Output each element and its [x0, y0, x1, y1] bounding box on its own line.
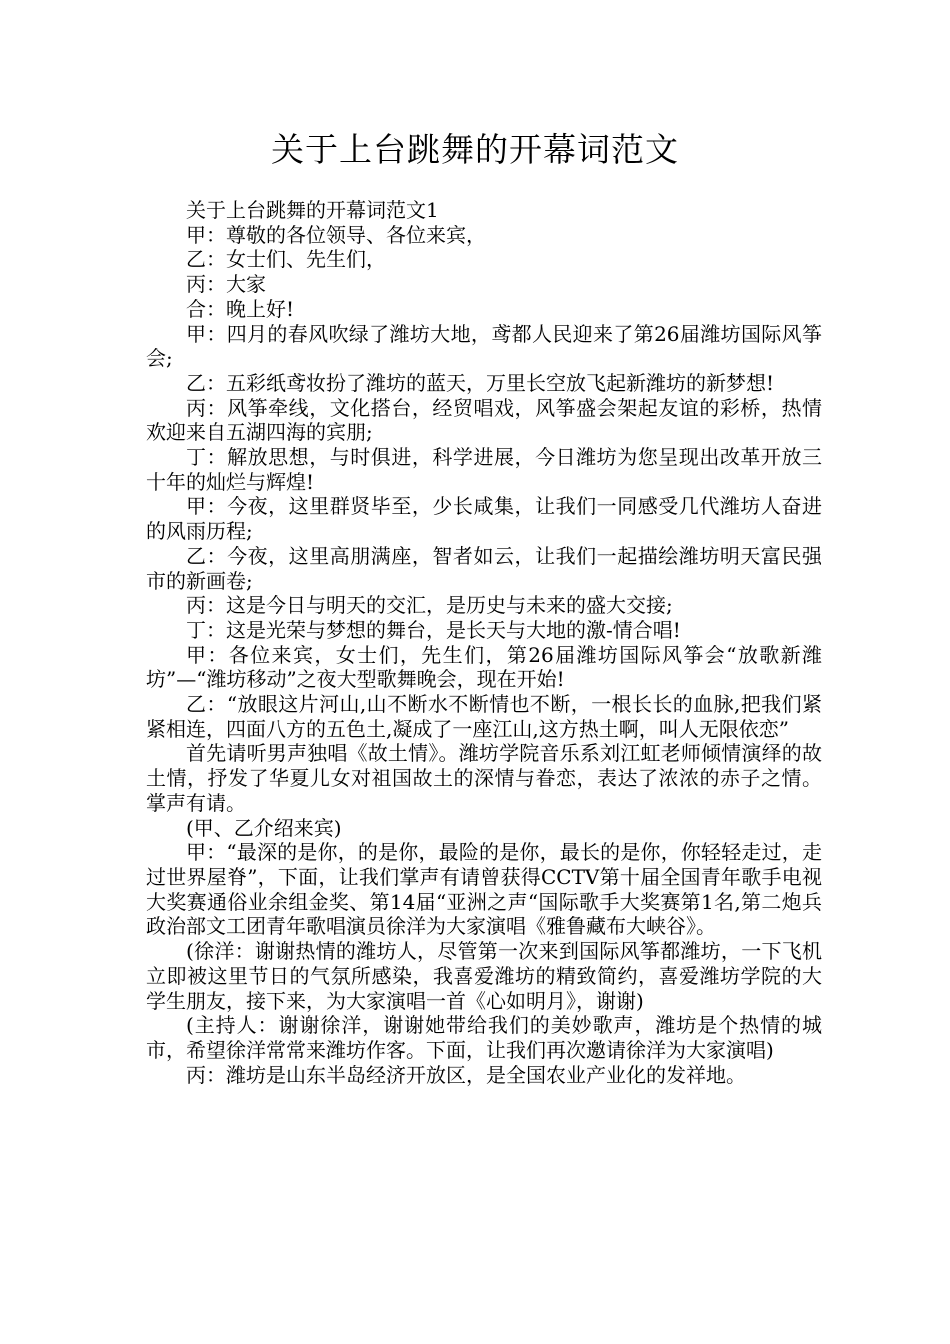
paragraph: (主持人：谢谢徐洋，谢谢她带给我们的美妙歌声，潍坊是个热情的城市，希望徐洋常常来潍坊作客。下面，让我们再次邀请徐洋为大家演唱) [146, 1013, 822, 1062]
page-title: 关于上台跳舞的开幕词范文 [271, 130, 679, 169]
paragraph: 甲：四月的春风吹绿了潍坊大地，鸢都人民迎来了第26届潍坊国际风筝会; [146, 321, 822, 371]
paragraph: (甲、乙介绍来宾) [186, 815, 342, 840]
paragraph: 甲：“最深的是你，的是你，最险的是你，最长的是你，你轻轻走过，走过世界屋脊”，下面，让我们掌声有请曾获得CCTV第十届全国青年歌手电视大奖赛通俗业余组金奖、第14届“亚洲之声“国际歌手大奖赛第1名,第二炮兵政治部文工团青年歌唱演员徐洋为大家演唱《雅鲁藏布大峡谷》。 [146, 840, 822, 939]
paragraph: 关于上台跳舞的开幕词范文1 [186, 198, 439, 222]
paragraph: 丙：这是今日与明天的交汇，是历史与未来的盛大交接; [186, 593, 673, 618]
paragraph: 乙：今夜，这里高朋满座，智者如云，让我们一起描绘潍坊明天富民强市的新画卷; [146, 543, 822, 593]
paragraph: (徐洋：谢谢热情的潍坊人，尽管第一次来到国际风筝都潍坊，一下飞机立即被这里节日的气氛所感染，我喜爱潍坊的精致简约，喜爱潍坊学院的大学生朋友，接下来，为大家演唱一首《心如明月》，谢谢) [146, 939, 822, 1013]
paragraph: 甲：今夜，这里群贤毕至，少长咸集，让我们一同感受几代潍坊人奋进的风雨历程; [146, 494, 822, 544]
paragraph: 丙：大家 [186, 272, 266, 297]
paragraph: 合：晚上好! [186, 296, 295, 321]
paragraph: 甲：各位来宾，女士们，先生们，第26届潍坊国际风筝会“放歌新潍坊”—“潍坊移动”之夜大型歌舞晚会，现在开始! [146, 642, 822, 692]
paragraph: 甲：尊敬的各位领导、各位来宾， [186, 222, 486, 247]
paragraph: 乙：女士们、先生们， [186, 247, 386, 272]
paragraph: 乙：“放眼这片河山,山不断水不断情也不断，一根长长的血脉,把我们紧紧相连，四面八方的五色土,凝成了一座江山,这方热土啊，叫人无限依恋” [146, 692, 822, 741]
paragraph: 丙：潍坊是山东半岛经济开放区，是全国农业产业化的发祥地。 [186, 1062, 746, 1087]
paragraph: 丁：解放思想，与时俱进，科学进展，今日潍坊为您呈现出改革开放三十年的灿烂与辉煌! [146, 445, 822, 494]
paragraph: 乙：五彩纸鸢妆扮了潍坊的蓝天，万里长空放飞起新潍坊的新梦想! [186, 370, 775, 395]
document-body [146, 198, 822, 1087]
paragraph: 丁：这是光荣与梦想的舞台，是长天与大地的激-情合唱! [186, 617, 681, 642]
paragraph: 首先请听男声独唱《故土情》。潍坊学院音乐系刘江虹老师倾情演绎的故土情，抒发了华夏儿女对祖国故土的深情与眷恋，表达了浓浓的赤子之情。掌声有请。 [146, 741, 822, 815]
paragraph: 丙：风筝牵线，文化搭台，经贸唱戏，风筝盛会架起友谊的彩桥，热情欢迎来自五湖四海的宾朋; [146, 395, 822, 445]
